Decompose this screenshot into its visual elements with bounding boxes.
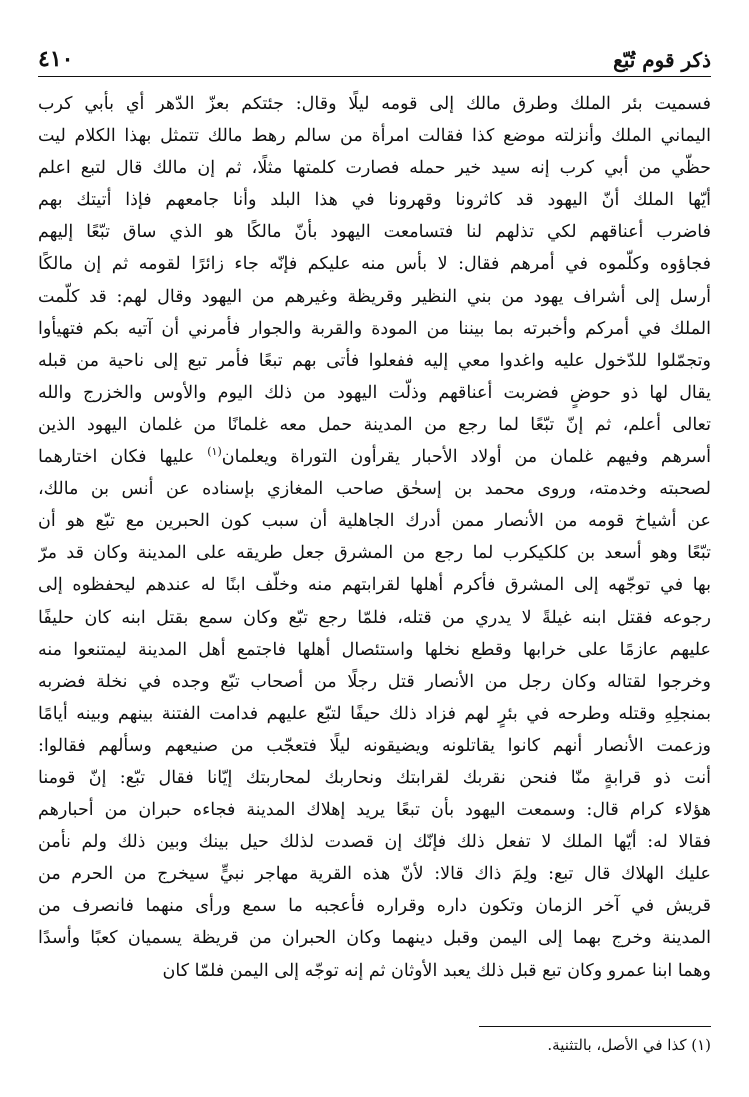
text-line: أيّها الملك أنّ اليهود قد كاثرونا وقهرونا في هذا البلد وأنا جامعهم فإذا أتيتك بهم	[38, 190, 711, 211]
text-line: وخرجوا لقتاله وكان رجل من الأنصار قتل رجلًا من أصحاب تبّع وجده في نخلة فضربه	[38, 671, 711, 692]
text-line: وتجمّلوا للدّخول عليه واغدوا معي إليه ففعلوا فأتى بهم تبعًا فأمر تبع إلى ناحية من قبله	[38, 350, 711, 371]
text-line: تبّعًا وهو أسعد بن كلكيكرب لما رجع من المشرق جعل طريقه على المدينة وكان قد مرّ	[38, 543, 711, 564]
text-line: الملك في أمركم وأخبرته بما بيننا من المودة والقربة والجوار فأمرني أن آتيه بكم فتهيأوا	[38, 318, 711, 339]
text-line: فاضرب أعناقهم لكي تذلهم لنا فتسامعت اليهود بأنّ مالكًا هو الذي ساق تبّعًا إليهم	[38, 222, 711, 243]
text-line: قريش في آخر الزمان وتكون داره وقراره فأعجبه ما سمع ورأى منهما فانصرف من	[38, 896, 711, 917]
text-line: حظّي من أبي كرب إنه سيد خير حمله فصارت كلمتها مثلًا، ثم إن مالك قال لتبع اعلم	[38, 158, 711, 179]
text-line: هؤلاء كرام قال: وسمعت اليهود بأن تبعًا يريد إهلاك المدينة فجاءه حبران من أحبارهم	[38, 800, 711, 821]
page-header	[38, 40, 711, 72]
text-line: أرسل إلى أشراف يهود من بني النظير وقريظة وغيرهم من اليهود وقال لهم: قد كلّمت	[38, 286, 711, 307]
running-title: ذكر قوم تُبّع	[613, 48, 711, 72]
text-line: اليماني الملك وأنزلته موضع كذا فقالت امرأة من سالم رهط مالك تتمثل بهذا الكلام ليت	[38, 126, 711, 147]
text-line: فجاؤوه وكلّموه في أمرهم فقال: لا بأس منه عليكم فإنّه جاء زائرًا لقومه ثم إن مالكًا	[38, 254, 711, 275]
text-line: وهما ابنا عمرو وكان تبع قبل ذلك يعبد الأوثان ثم إنه توجّه إلى اليمن فلمّا كان	[162, 960, 711, 981]
text-line: وزعمت الأنصار أنهم كانوا يقاتلونه ويضيقونه ليلًا فتعجّب من صنيعهم وسألهم فقالوا:	[38, 735, 711, 756]
text-line: المدينة وخرج بهما إلى اليمن وقبل دينهما وكان الحبران من قريظة يسميان كعبًا وأسدًا	[38, 928, 711, 949]
text-line: تعالى أعلم، ثم إنّ تبّعًا لما رجع من المدينة حمل معه غلمانًا من غلمان اليهود الذين	[38, 414, 711, 435]
text-line: عليهم عازمًا على خرابها وقطع نخلها واستئصال أهلها فاجتمع أهل المدينة ليمتنعوا منه	[38, 639, 711, 660]
text-line: فسميت بئر الملك وطرق مالك إلى قومه ليلًا وقال: جئتكم بعزّ الدّهر أي بأبي كرب	[38, 94, 711, 114]
text-line: أسرهم وفيهم غلمان من أولاد الأحبار يقرأون التوراة ويعلمان$^{(١)}$ عليها فكان اختارهما	[38, 445, 711, 468]
footnote: (١) كذا في الأصل، بالتثنية.	[547, 1036, 711, 1054]
text-line: عليك الهلاك قال تبع: ولِمَ ذاك قالا: لأنّ هذه القرية مهاجر نبيٍّ سيخرج من الحرم من	[38, 864, 711, 885]
header-rule	[38, 76, 711, 77]
footnote-rule	[479, 1026, 711, 1027]
body-text	[38, 88, 711, 987]
text-line: لصحبته وخدمته، وروى محمد بن إسحٰق صاحب المغازي بإسناده عن أنس بن مالك،	[38, 479, 711, 500]
page-number: ٤١٠	[38, 46, 74, 72]
text-line: بمنجلِهِ وقتله وطرحه في بئرٍ لهم فزاد ذلك حيفًا لتبّع عليهم فدامت الفتنة بينهم وبينه أيامًا	[38, 703, 711, 724]
text-line: يقال لها ذو حوضٍ فضربت أعناقهم وذلّت اليهود من ذلك اليوم والأوس والخزرج والله	[38, 382, 711, 403]
text-line: أنت ذو قرابةٍ منّا فنحن نقربك لقرابتك ونحاربك لمحاربتك إيّانا فقال تبّع: إنّ قومنا	[38, 767, 711, 788]
text-line: عن أشياخ قومه من الأنصار ممن أدرك الجاهلية أن سبب كون الحبرين مع تبّع هو أن	[38, 511, 711, 532]
text-line: رجوعه فقتل ابنه غيلةً لا يدري من قتله، فلمّا رجع تبّع وكان سمع بقتل ابنه كان حليفًا	[38, 607, 711, 628]
text-line: بها في توجّهه إلى المشرق فأكرم أهلها لقرابتهم منه وخلّف ابنًا له عندهم ليحفظوه إلى	[38, 575, 711, 596]
text-line: فقالا له: أيّها الملك لا تفعل ذلك فإنّك إن قصدت لذلك حيل بينك وبين ذلك ولم نأمن	[38, 832, 711, 853]
